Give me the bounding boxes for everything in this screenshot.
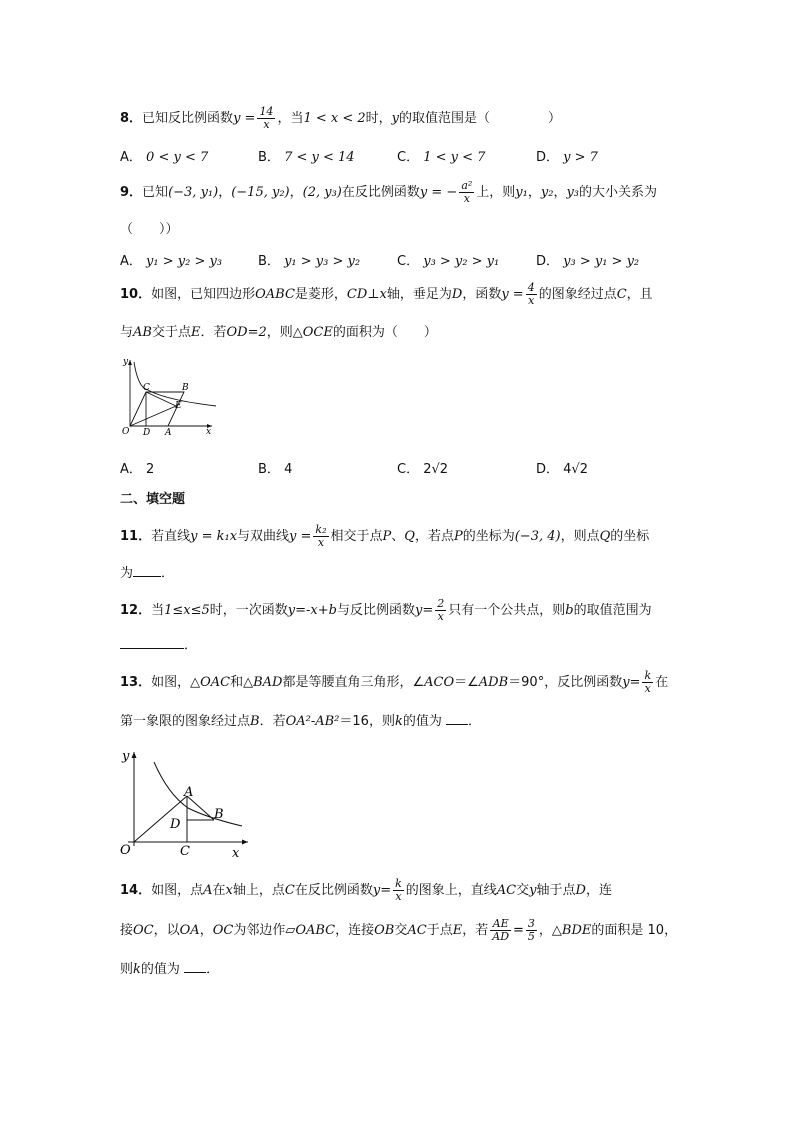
- q10-option-b: B． 4: [258, 462, 293, 477]
- q13-stem-line2: 第一象限的图象经过点B．若OA²-AB²＝16，则k的值为 ．: [120, 714, 482, 729]
- q10-label-o: O: [122, 427, 130, 437]
- q8-stem: 8．已知反比例函数y = $\frac{14}{x}$ ，当1 < x < 2时，y的取值范围是（ ）: [120, 105, 562, 131]
- q13-number: 13．: [120, 675, 152, 690]
- q10-label-a: A: [165, 428, 172, 438]
- q14-answer-blank[interactable]: [184, 960, 206, 973]
- q11-stem-line2: 为 ．: [120, 566, 175, 581]
- q14-stem-line1: 14．如图，点A在x轴上，点C在反比例函数y= $\frac{k}{x}$ 的图象上，直线AC交y轴于点D，连: [120, 877, 612, 903]
- q8-option-c: C． 1 < y < 7: [397, 150, 486, 165]
- q13-stem-line1: 13．如图，△OAC和△BAD都是等腰直角三角形，∠ACO＝∠ADB＝90°，反比例函数y= $\frac{k}{x}$ 在: [120, 669, 669, 695]
- q10-label-x: x: [206, 427, 212, 437]
- q14-number: 14．: [120, 883, 152, 898]
- q9-option-b: B． y₁ > y₃ > y₂: [258, 254, 361, 269]
- q13-label-a: A: [184, 785, 194, 800]
- q9-option-a: A． y₁ > y₂ > y₃: [120, 254, 223, 269]
- q10-label-d: D: [143, 428, 151, 438]
- q9-paren-line: （ ））: [120, 222, 179, 237]
- q13-label-c: C: [180, 844, 190, 859]
- q10-label-b: B: [182, 383, 189, 393]
- q9-option-d: D． y₃ > y₁ > y₂: [536, 254, 640, 269]
- q14-ratio-ae-ad: $\frac{AE}{AD}$: [492, 917, 510, 943]
- q10-label-e: E: [175, 401, 182, 411]
- q9-option-c: C． y₃ > y₂ > y₁: [397, 254, 500, 269]
- q12-number: 12．: [120, 603, 152, 618]
- q8-option-b: B． 7 < y < 14: [258, 150, 355, 165]
- q11-fraction: $\frac{\text{k₂}}{x}$: [315, 523, 327, 549]
- q14-ratio-value: $\frac{3}{5}$: [527, 917, 535, 943]
- q10-fraction: $\frac{4}{x}$: [527, 281, 535, 307]
- q9-number: 9．: [120, 185, 143, 200]
- q10-option-d: D． 4√2: [536, 462, 588, 477]
- q13-label-y: y: [122, 749, 130, 764]
- q11-stem-line1: 11．若直线y = k₁x与双曲线y = $\frac{\text{k₂}}{x}$ 相交于点P、Q，若点P的坐标为(−3, 4)，则点Q的坐标: [120, 523, 650, 549]
- q13-label-x: x: [232, 846, 240, 861]
- q8-option-a: A． 0 < y < 7: [120, 150, 209, 165]
- q10-stem-line2: 与AB交于点E．若OD=2，则△OCE的面积为（ ）: [120, 325, 437, 340]
- q8-number: 8．: [120, 111, 143, 126]
- q13-answer-blank[interactable]: [446, 712, 468, 725]
- q10-stem-line1: 10．如图，已知四边形OABC是菱形，CD⊥x轴，垂足为D，函数y = $\frac{4}{x}$ 的图象经过点C，且: [120, 281, 653, 307]
- q10-option-a: A． 2: [120, 462, 155, 477]
- q12-stem-line2: ．: [120, 634, 197, 653]
- q11-answer-blank[interactable]: [133, 564, 161, 577]
- q13-label-b: B: [214, 807, 224, 822]
- q12-stem-line1: 12．当1≤x≤5时，一次函数y=-x+b与反比例函数y= $\frac{2}{x}$ 只有一个公共点，则b的取值范围为: [120, 597, 652, 623]
- q10-option-c: C． 2√2: [397, 462, 449, 477]
- section-heading: 二、填空题: [120, 492, 186, 507]
- q10-label-c: C: [143, 383, 150, 393]
- q14-stem-line2: 接OC，以OA，OC为邻边作▱OABC，连接OB交AC于点E，若 $\frac{AE}{AD}$ = $\frac{3}{5}$ ，△BDE的面积是 10，: [120, 917, 678, 943]
- q9-stem: 9．已知(−3, y₁)，(−15, y₂)，(2, y₃)在反比例函数y = − $\frac{\text{a²}}{x}$ 上，则y₁，y₂，y₃的大小关系为: [120, 179, 658, 205]
- q10-label-y: y: [123, 357, 129, 367]
- q14-stem-line3: 则k的值为 ．: [120, 962, 220, 977]
- q11-number: 11．: [120, 529, 152, 544]
- q12-fraction: $\frac{2}{x}$: [437, 597, 445, 623]
- q13-label-d: D: [170, 817, 181, 832]
- q12-answer-blank[interactable]: [120, 636, 184, 649]
- q8-fraction: $\frac{14}{x}$: [259, 105, 274, 131]
- q13-figure: [116, 746, 252, 864]
- q14-fraction: $\frac{k}{x}$: [395, 877, 402, 903]
- q13-fraction: $\frac{k}{x}$: [644, 669, 652, 695]
- q10-number: 10．: [120, 287, 152, 302]
- q13-label-o: O: [120, 843, 131, 858]
- q9-fraction: $\frac{\text{a²}}{x}$: [461, 179, 473, 205]
- q8-option-d: D． y > 7: [536, 150, 598, 165]
- q10-figure: [116, 354, 220, 438]
